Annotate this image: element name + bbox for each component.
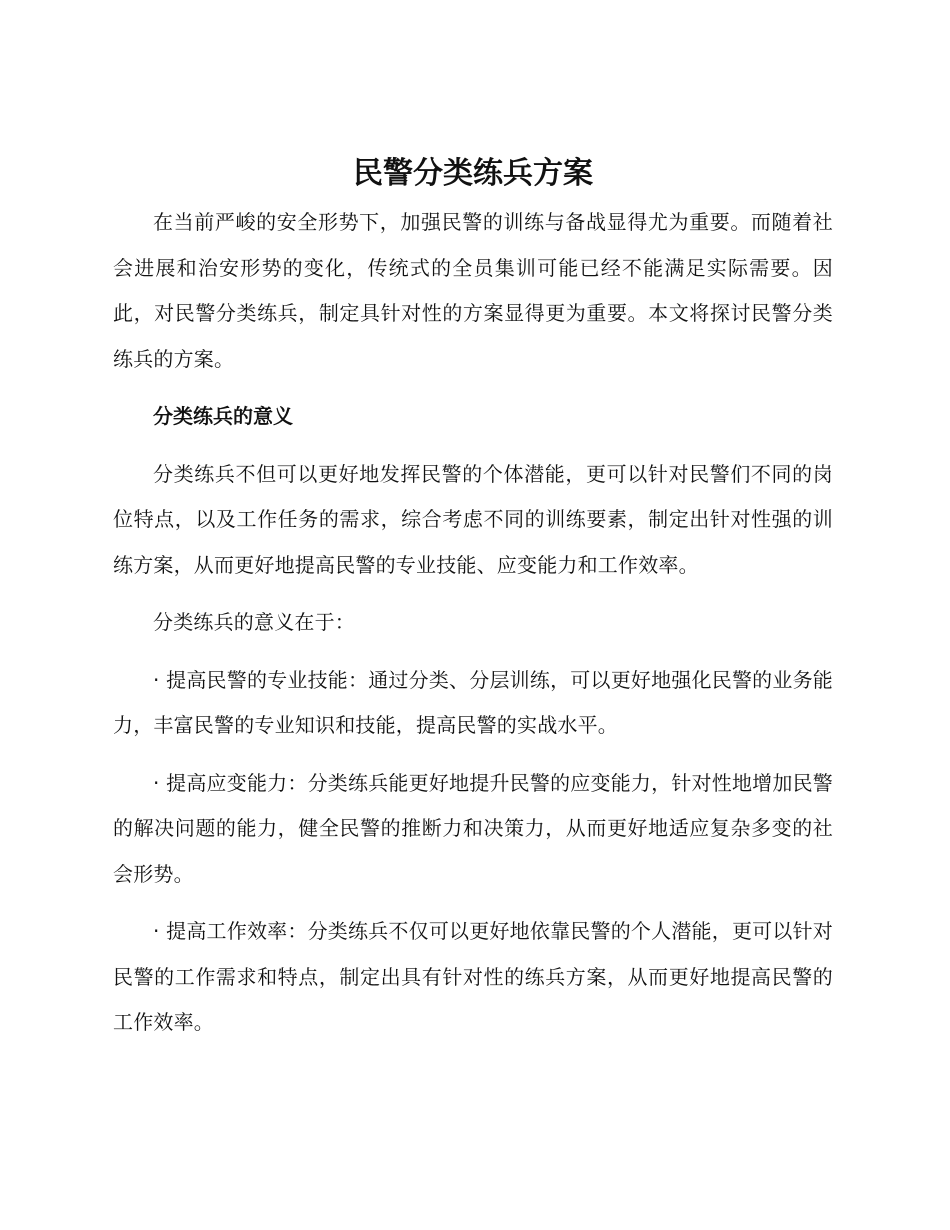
section-paragraph: 分类练兵不但可以更好地发挥民警的个体潜能，更可以针对民警们不同的岗位特点，以及工作任务的需求，综合考虑不同的训练要素，制定出针对性强的训练方案，从而更好地提高民警的专业技能、应变能力和工作效率。 — [113, 461, 833, 577]
bullet-item-skills: · 提高民警的专业技能：通过分类、分层训练，可以更好地强化民警的业务能力，丰富民警的专业知识和技能，提高民警的实战水平。 — [113, 667, 833, 737]
document-title: 民警分类练兵方案 — [353, 156, 593, 191]
bullet-item-adaptability: · 提高应变能力：分类练兵能更好地提升民警的应变能力，针对性地增加民警的解决问题的能力，健全民警的推断力和决策力，从而更好地适应复杂多变的社会形势。 — [113, 770, 833, 886]
bullet-item-efficiency: · 提高工作效率：分类练兵不仅可以更好地依靠民警的个人潜能，更可以针对民警的工作需求和特点，制定出具有针对性的练兵方案，从而更好地提高民警的工作效率。 — [113, 919, 833, 1034]
intro-paragraph: 在当前严峻的安全形势下，加强民警的训练与备战显得尤为重要。而随着社会进展和治安形势的变化，传统式的全员集训可能已经不能满足实际需要。因此，对民警分类练兵，制定具针对性的方案显得更为重要。本文将探讨民警分类练兵的方案。 — [113, 210, 833, 371]
section-heading: 分类练兵的意义 — [153, 404, 293, 428]
lead-paragraph: 分类练兵的意义在于： — [153, 610, 355, 634]
document-page — [113, 148, 833, 1046]
